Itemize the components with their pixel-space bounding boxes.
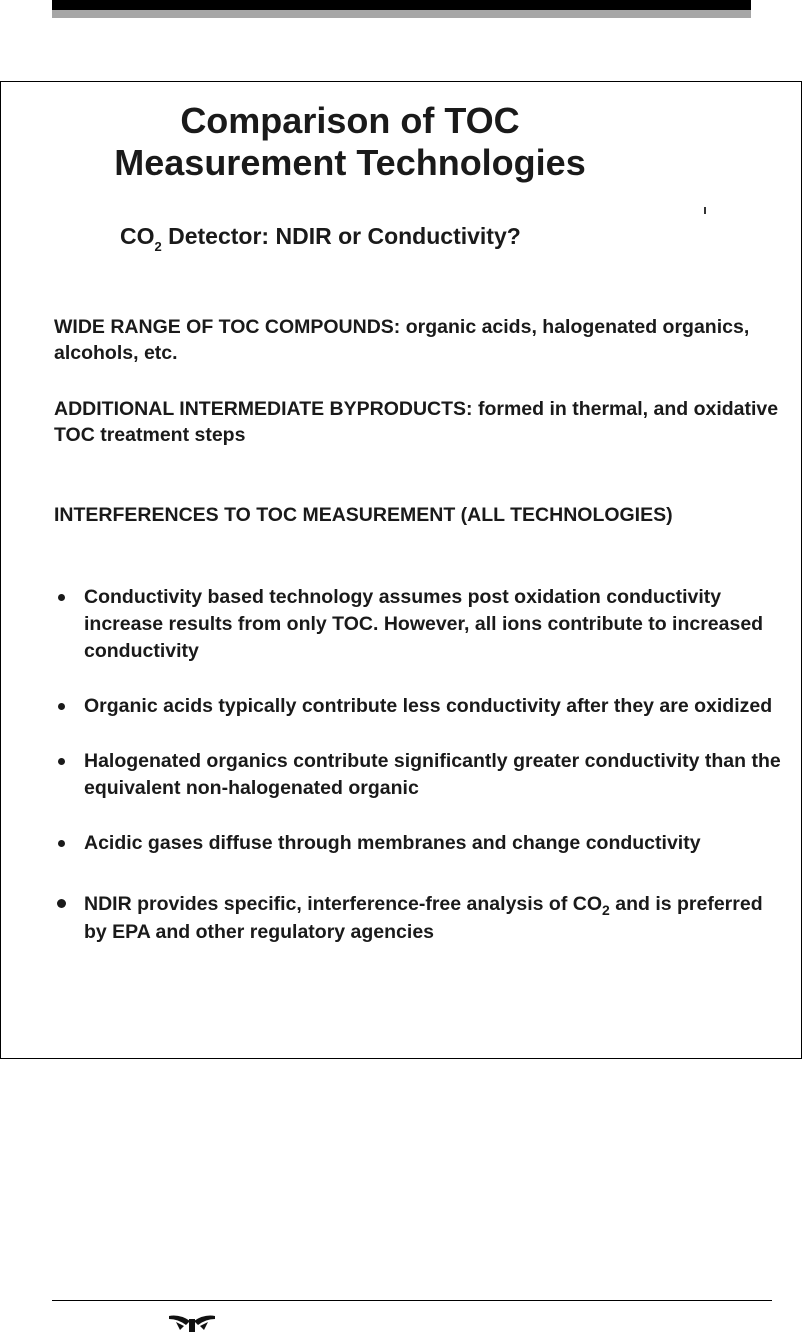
paragraph-heading: ADDITIONAL INTERMEDIATE BYPRODUCTS: <box>54 398 473 420</box>
bullet-dot-icon <box>58 703 65 710</box>
paragraph-byproducts <box>54 396 794 448</box>
ndir-text-prefix: NDIR provides specific, interference-free analysis of CO <box>84 893 603 915</box>
header-rule-black <box>52 0 751 10</box>
paragraph-interferences-heading: INTERFERENCES TO TOC MEASUREMENT (ALL TECHNOLOGIES) <box>54 504 673 526</box>
bullet-dot-icon <box>58 594 65 601</box>
slide-subtitle <box>120 221 521 255</box>
bullet-text: Conductivity based technology assumes post oxidation conductivity increase results from only TOC. However, all ions contribute to increased conductivity <box>84 586 764 662</box>
bullet-text <box>84 893 763 943</box>
paragraph-toc-compounds <box>54 314 774 366</box>
header-rule-gray <box>52 10 751 18</box>
slide-title-line1: Comparison of TOC <box>180 100 520 141</box>
ndir-text-suffix: and is preferred by EPA and other regulatory agencies <box>84 893 763 943</box>
bullet-dot-icon <box>58 758 65 765</box>
bullet-dot-icon <box>57 899 66 908</box>
subtitle-subscript: 2 <box>154 239 162 254</box>
subtitle-suffix: Detector: NDIR or Conductivity? <box>161 223 521 249</box>
bullet-item <box>54 748 784 802</box>
bullet-dot-icon <box>58 840 65 847</box>
bullet-text: Acidic gases diffuse through membranes and change conductivity <box>84 832 701 854</box>
slide-title-line2: Measurement Technologies <box>114 142 586 183</box>
bullet-item <box>54 693 784 720</box>
interference-bullet-list <box>54 584 784 946</box>
subtitle-prefix: CO <box>120 223 155 249</box>
bullet-text: Organic acids typically contribute less conductivity after they are oxidized <box>84 695 773 717</box>
slide-title <box>40 100 660 184</box>
footer-rule <box>52 1300 772 1301</box>
teledyne-logo-icon <box>168 1313 216 1332</box>
bullet-text: Halogenated organics contribute significantly greater conductivity than the equivalent non-halogenated organic <box>84 750 781 799</box>
scan-speck <box>704 207 706 214</box>
bullet-item <box>54 584 784 665</box>
bullet-item <box>54 830 784 857</box>
paragraph-heading: WIDE RANGE OF TOC COMPOUNDS: <box>54 316 401 338</box>
paragraph-body: organic acids, halogenated organics, alcohols, etc. <box>54 316 750 364</box>
ndir-text-subscript: 2 <box>602 902 610 918</box>
paragraph-body: formed in thermal, and oxidative TOC treatment steps <box>54 398 779 446</box>
bullet-item-ndir <box>54 891 784 946</box>
